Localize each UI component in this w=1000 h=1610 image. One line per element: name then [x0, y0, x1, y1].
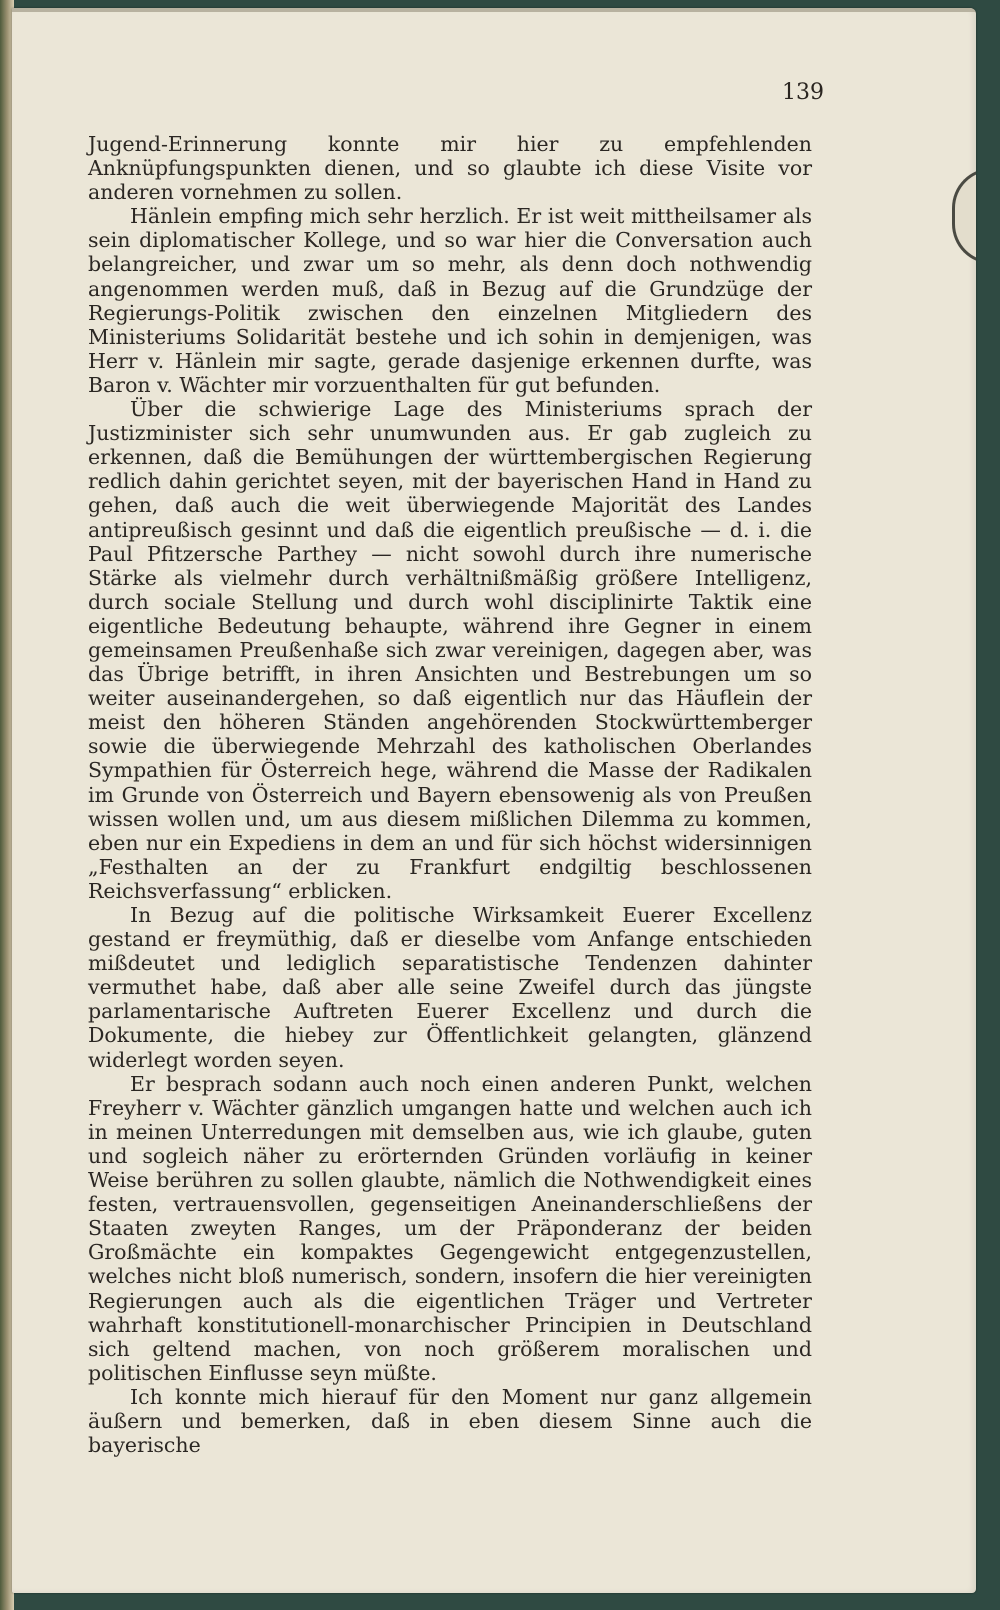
book-page [12, 8, 976, 1593]
page-clip [952, 168, 976, 264]
paragraph-2: Hänlein empfing mich sehr herzlich. Er ist weit mittheilsamer als sein diplomatischer Kollege, und so war hier die Conversation auch belangreicher, und zwar um so mehr, als denn doch nothwendig angenommen werden muß, daß in Bezug auf die Grundzüge der Regierungs-Politik zwischen den einzelnen Mitgliedern des Ministeriums Solidarität bestehe und ich sohin in demjenigen, was Herr v. Hänlein mir sagte, gerade dasjenige erkennen durfte, was Baron v. Wächter mir vorzuenthalten für gut befunden. [88, 204, 812, 397]
page-number: 139 [782, 80, 824, 105]
paragraph-6: Ich konnte mich hierauf für den Moment nur ganz allgemein äußern und bemerken, daß in eben diesem Sinne auch die bayerische [88, 1384, 812, 1458]
paragraph-3: Über die schwierige Lage des Ministeriums sprach der Justizminister sich sehr unumwunden aus. Er gab zugleich zu erkennen, daß die Bemühungen der württembergischen Regierung redlich dahin gerichtet seyen, mit der bayerischen Hand in Hand zu gehen, daß auch die weit überwiegende Majorität des Landes antipreußisch gesinnt und daß die eigentlich preußische — d. i. die Paul Pfitzersche Parthey — nicht sowohl durch ihre numerische Stärke als vielmehr durch verhältnißmäßig größere Intelligenz, durch sociale Stellung und durch wohl disciplinirte Taktik eine eigentliche Bedeutung behaupte, während ihre Gegner in einem gemeinsamen Preußenhaße sich zwar vereinigen, dagegen aber, was das Übrige betrifft, in ihren Ansichten und Bestrebungen um so weiter auseinandergehen, so daß eigentlich nur das Häuflein der meist den höheren Ständen angehörenden Stockwürttemberger sowie die überwiegende Mehrzahl des katholischen Oberlandes Sympathien für Österreich hege, während die Masse der Radikalen im Grunde von Österreich und Bayern ebensowenig als von Preußen wissen wollen und, um aus diesem mißlichen Dilemma zu kommen, eben nur ein Expediens in dem an und für sich höchst widersinnigen „Festhalten an der zu Frankfurt endgiltig beschlossenen Reichsverfassung“ erblicken. [88, 397, 812, 903]
body-text [88, 132, 812, 1457]
paragraph-1: Jugend-Erinnerung konnte mir hier zu empfehlenden Anknüpfungspunkten dienen, und so glaubte ich diese Visite vor anderen vornehmen zu sollen. [88, 132, 812, 205]
paragraph-5: Er besprach sodann auch noch einen anderen Punkt, welchen Freyherr v. Wächter gänzlich umgangen hatte und welchen auch ich in meinen Unterredungen mit demselben aus, wie ich glaube, guten und sogleich näher zu erörternden Gründen vorläufig in keiner Weise berühren zu sollen glaubte, nämlich die Nothwendigkeit eines festen, vertrauensvollen, gegenseitigen Aneinanderschließens der Staaten zweyten Ranges, um der Präponderanz der beiden Großmächte ein kompaktes Gegengewicht entgegenzustellen, welches nicht bloß numerisch, sondern, insofern die hier vereinigten Regierungen auch als die eigentlichen Träger und Vertreter wahrhaft konstitutionell-monarchischer Principien in Deutschland sich geltend machen, von noch größerem moralischen und politischen Einflusse seyn müßte. [88, 1071, 812, 1385]
paragraph-4: In Bezug auf die politische Wirksamkeit Euerer Excellenz gestand er freymüthig, daß er dieselbe vom Anfange entschieden mißdeutet und lediglich separatistische Tendenzen dahinter vermuthet habe, daß aber alle seine Zweifel durch das jüngste parlamentarische Auftreten Euerer Excellenz und durch die Dokumente, die hiebey zur Öffentlichkeit gelangten, glänzend widerlegt worden seyen. [88, 903, 812, 1072]
page-top-edge [12, 8, 976, 12]
